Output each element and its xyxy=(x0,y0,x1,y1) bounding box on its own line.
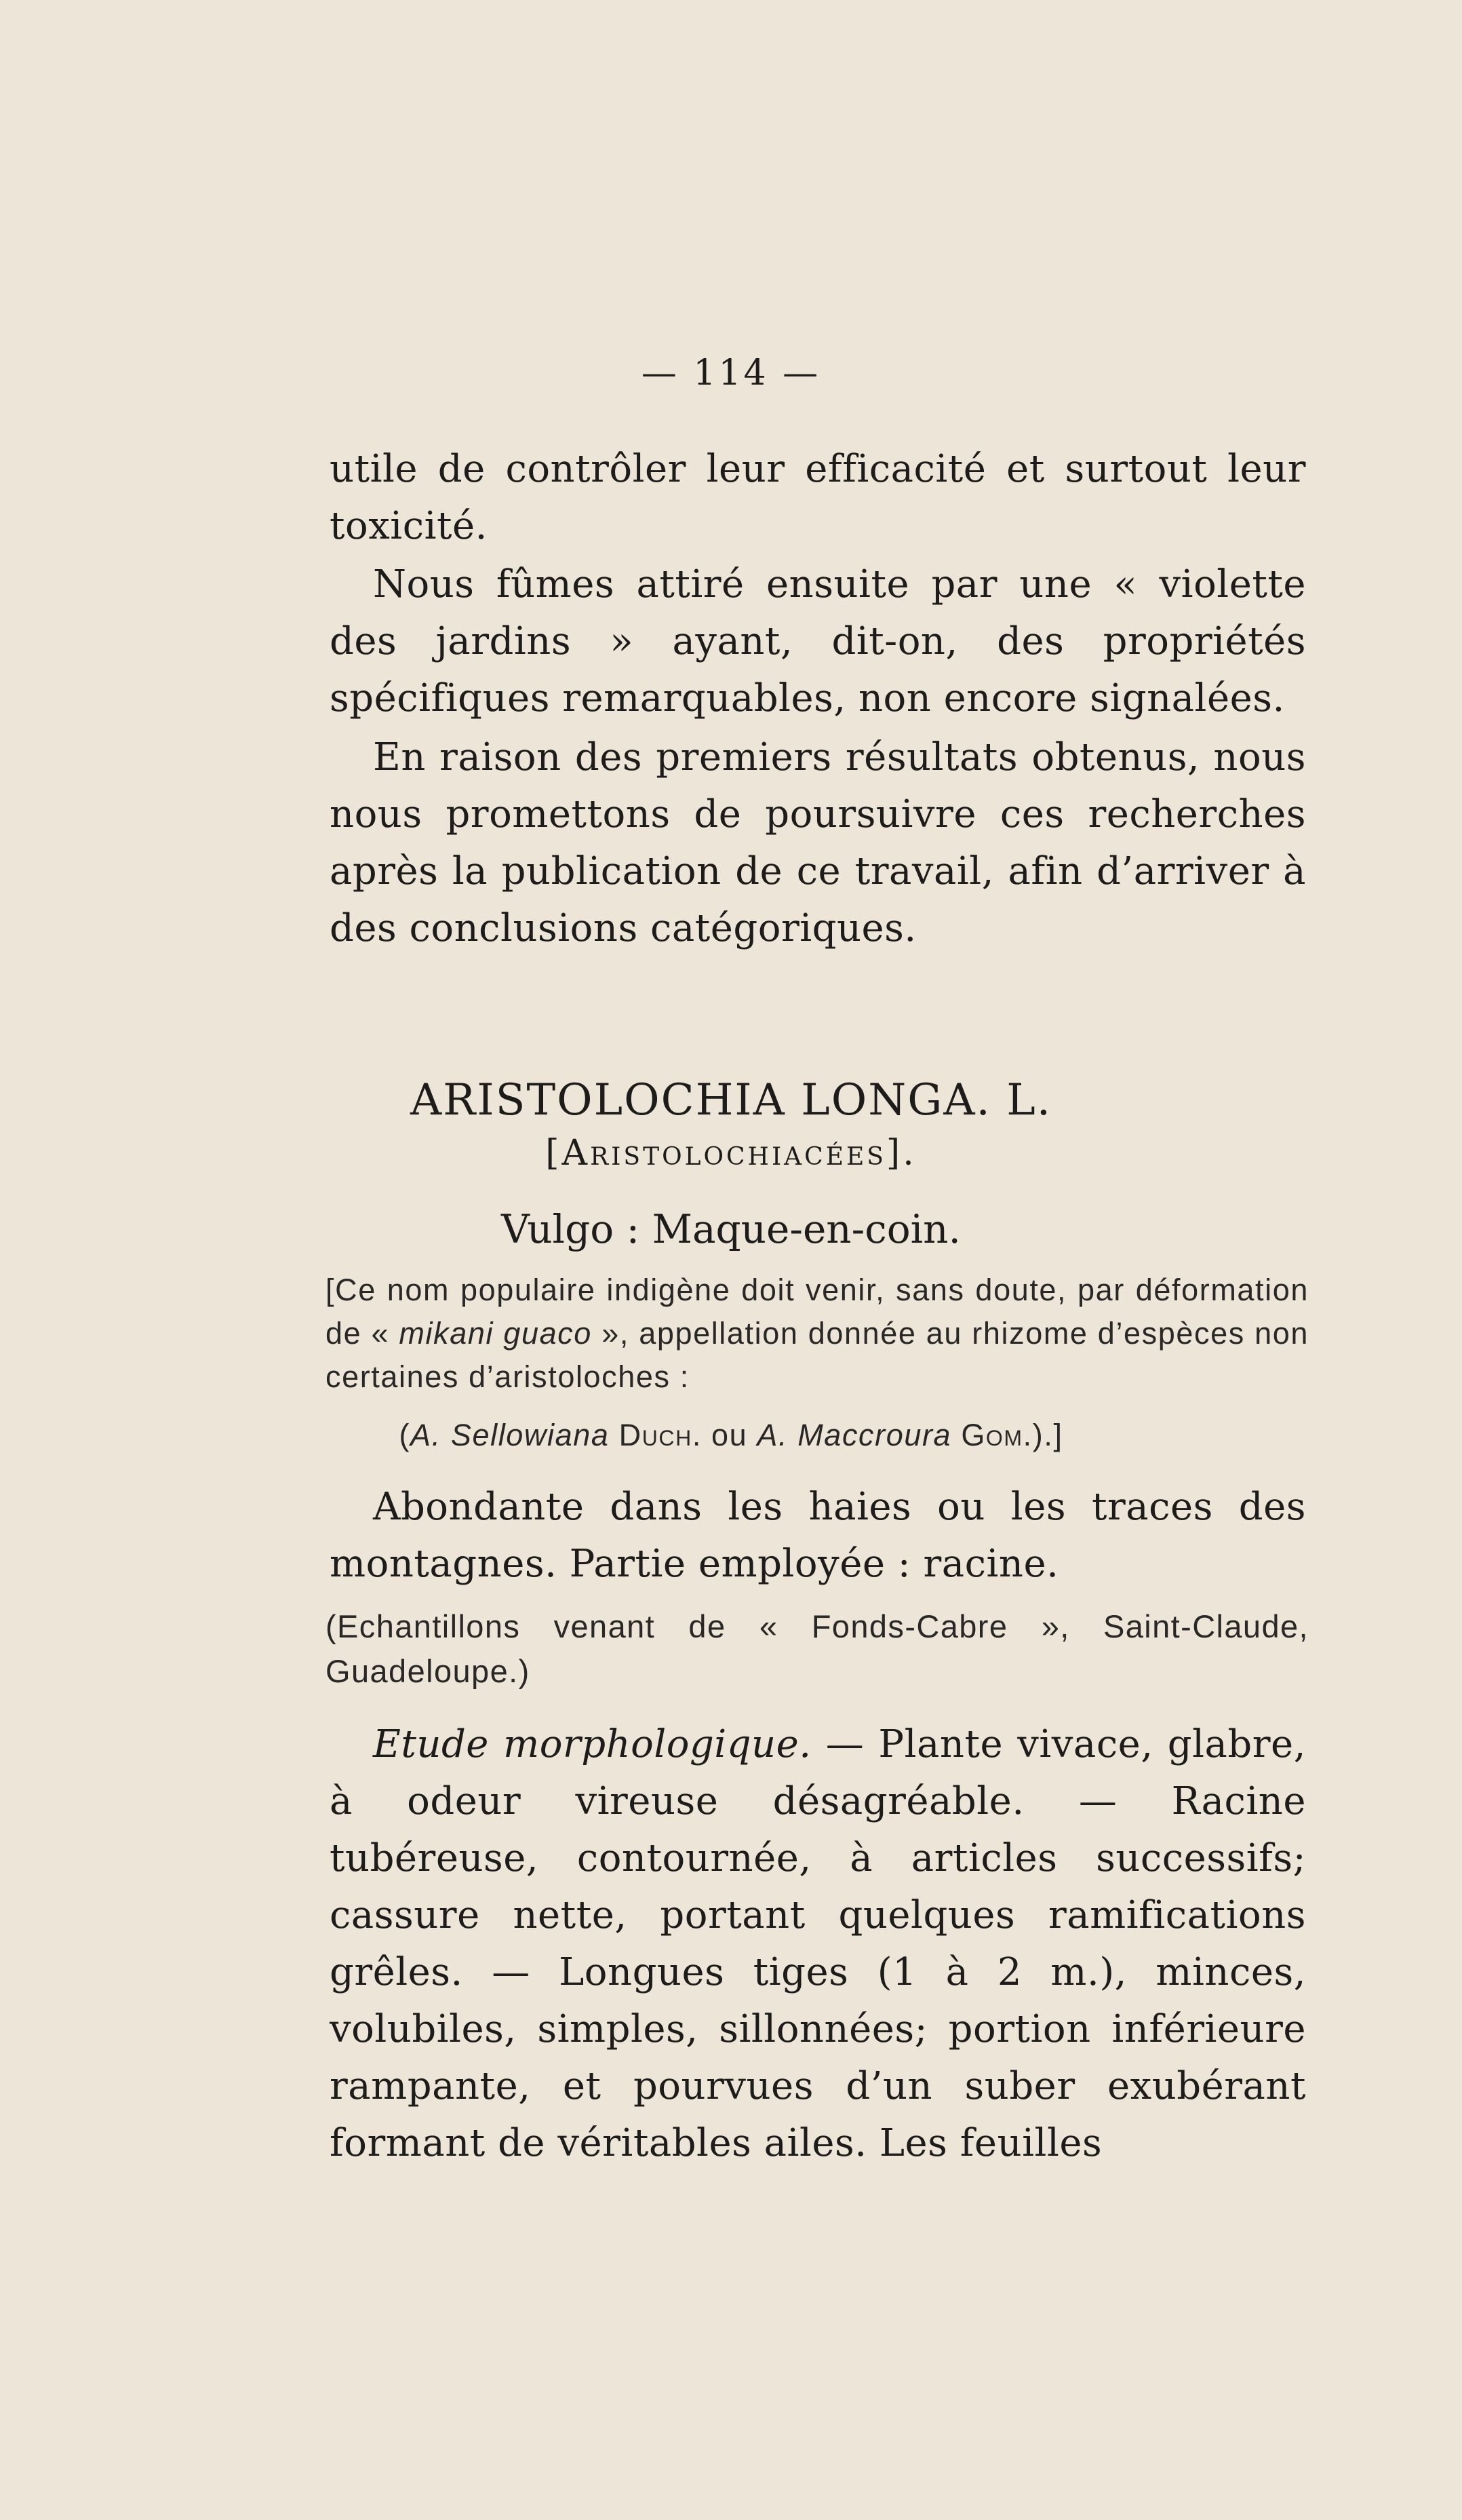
morphology-lead: Etude morphologique. xyxy=(373,1722,812,1766)
species-or: ou xyxy=(701,1418,757,1452)
sample-origin: (Echantillons venant de « Fonds-Cabre », Saint-Claude, Guadeloupe.) xyxy=(325,1608,1309,1689)
author-duch: Duch. xyxy=(618,1418,702,1452)
etymology-note xyxy=(325,1268,1309,1399)
vernacular-name: Vulgo : Maque-en-coin. xyxy=(501,1206,961,1252)
paragraph-violette: Nous fûmes attiré ensuite par une « violette des jardins » ayant, dit-on, des propriétés spécifiques remarquables, non encore signalées. xyxy=(330,562,1306,720)
species-close: ).] xyxy=(1032,1418,1063,1452)
paragraph-habitat: Abondante dans les haies ou les traces des montagnes. Partie employée : racine. xyxy=(330,1485,1306,1586)
note-species-line xyxy=(0,1418,1462,1453)
paragraph-morphology xyxy=(330,1716,1306,2172)
paragraph-recherches: En raison des premiers résultats obtenus, nous nous promettons de poursuivre ces recherches après la publication de ce travail, afin d’arriver à des conclusions catégoriques. xyxy=(330,735,1306,950)
note-text-before: [Ce nom populaire indigène doit venir, sans doute, par déformation de « xyxy=(325,1273,1309,1351)
note-mikani: mikani guaco xyxy=(399,1316,592,1351)
species-open: ( xyxy=(399,1418,411,1452)
species-maccroura: A. Maccroura xyxy=(757,1418,952,1452)
species-sellowiana: A. Sellowiana xyxy=(410,1418,610,1452)
author-gom: Gom. xyxy=(961,1418,1033,1452)
family-name: [Aristolochiacées]. xyxy=(545,1133,917,1174)
morphology-text: — Plante vivace, glabre, à odeur vireuse désagréable. — Racine tubéreuse, contournée, à articles successifs; cassure nette, portant quelques ramifications grêles. — Longues tiges (1 à 2 m.), minces, volubiles, simples, sillonnées; portion inférieure rampante, et pourvues d’un suber exubérant formant de véritables ailes. Les feuilles xyxy=(330,1722,1306,2165)
species-title: ARISTOLOCHIA LONGA. L. xyxy=(410,1075,1052,1125)
note-text-after: », appellation donnée au rhizome d’espèces non certaines d’aristoloches : xyxy=(325,1316,1309,1394)
paragraph-toxicity: utile de contrôler leur efficacité et surtout leur toxicité. xyxy=(330,447,1306,548)
page-number: — 114 — xyxy=(641,353,821,393)
